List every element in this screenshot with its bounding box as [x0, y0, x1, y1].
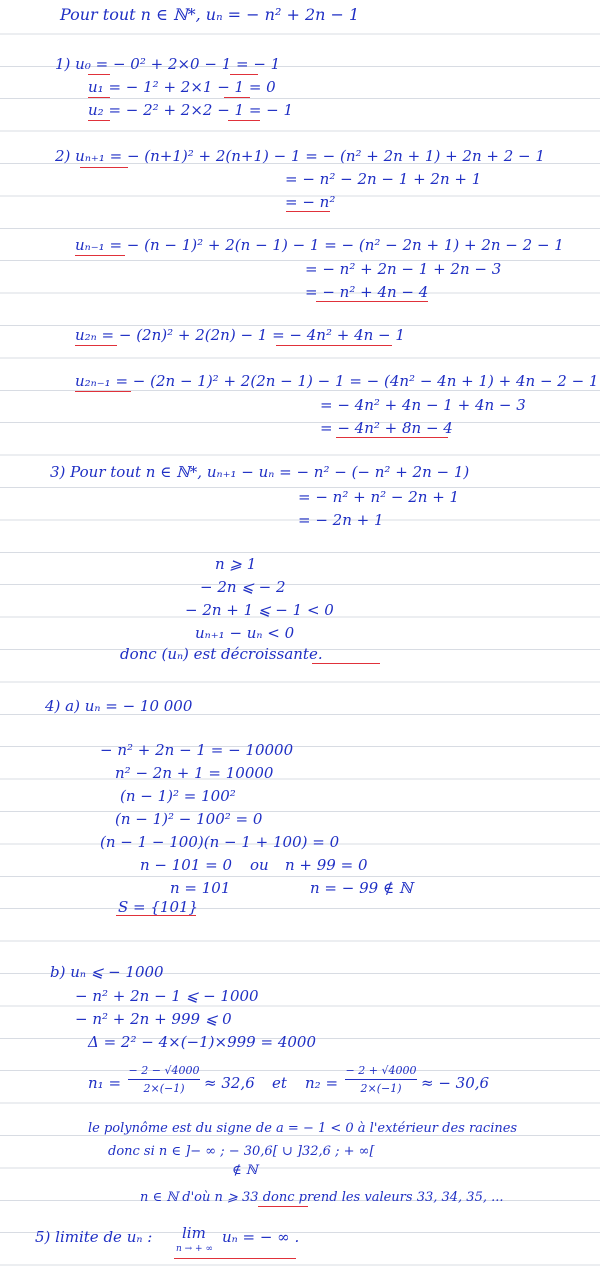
q4b-line2: − n² + 2n − 1 ⩽ − 1000	[75, 987, 259, 1005]
q3-line1: 3) Pour tout n ∈ ℕ*, uₙ₊₁ − uₙ = − n² − (− n² + 2n − 1)	[50, 463, 470, 481]
q4b-n1-denominator: 2×(−1)	[143, 1082, 185, 1095]
q3-conclusion: donc (uₙ) est décroissante.	[120, 645, 323, 663]
underline-unm1	[75, 255, 125, 256]
q4a-line3: n² − 2n + 1 = 10000	[115, 764, 274, 782]
underline-limit	[174, 1258, 296, 1259]
underline-u2nm1-result	[336, 437, 448, 438]
underline-n-geq-33	[258, 1206, 308, 1207]
q4a-line7c: n + 99 = 0	[285, 856, 368, 874]
underline-u1-result	[224, 97, 250, 98]
underline-u0-result	[230, 74, 258, 75]
underline-decroissante	[312, 663, 380, 664]
q4b-line1: b) uₙ ⩽ − 1000	[50, 963, 164, 981]
q4a-line4: (n − 1)² = 100²	[120, 787, 236, 805]
underline-u2nm1	[75, 391, 131, 392]
underline-unm1-result	[316, 301, 428, 302]
q4b-n2-value: ≈ − 30,6	[421, 1074, 490, 1092]
q4b-sign-sentence: le polynôme est du signe de a = − 1 < 0 à l'extérieur des racines	[88, 1121, 518, 1136]
q3-line2: = − n² + n² − 2n + 1	[298, 488, 460, 506]
q4a-line6: (n − 1 − 100)(n − 1 + 100) = 0	[100, 833, 340, 851]
q4b-n1-value: ≈ 32,6	[204, 1074, 255, 1092]
q3-line4: n ⩾ 1	[215, 555, 257, 573]
q2-u2nm1-line2: = − 4n² + 4n − 1 + 4n − 3	[320, 396, 526, 414]
q4b-n2-fraction-bar	[345, 1079, 417, 1080]
q2-unm1-line2: = − n² + 2n − 1 + 2n − 3	[305, 260, 502, 278]
underline-u2n	[75, 345, 117, 346]
q3-line5: − 2n ⩽ − 2	[200, 578, 286, 596]
q2-u2nm1-line1: u₂ₙ₋₁ = − (2n − 1)² + 2(2n − 1) − 1 = − (4n² − 4n + 1) + 4n − 2 − 1	[75, 372, 599, 390]
q3-line3: = − 2n + 1	[298, 511, 384, 529]
q4b-interval: donc si n ∈ ]− ∞ ; − 30,6[ ∪ ]32,6 ; + ∞[	[108, 1144, 375, 1159]
q2-unm1-line1: uₙ₋₁ = − (n − 1)² + 2(n − 1) − 1 = − (n² − 2n + 1) + 2n − 2 − 1	[75, 236, 564, 254]
intro-line: Pour tout n ∈ ℕ*, uₙ = − n² + 2n − 1	[60, 5, 360, 24]
q4a-line7a: n − 101 = 0	[140, 856, 233, 874]
q2-un1-line1: 2) uₙ₊₁ = − (n+1)² + 2(n+1) − 1 = − (n² + 2n + 1) + 2n + 2 − 1	[55, 147, 545, 165]
q4a-line7b: ou	[250, 856, 269, 874]
q1-u1: u₁ = − 1² + 2×1 − 1 = 0	[88, 78, 276, 96]
q5-lim-subscript: n → + ∞	[176, 1244, 213, 1254]
q1-u0: 1) u₀ = − 0² + 2×0 − 1 = − 1	[55, 55, 281, 73]
q2-un1-line2: = − n² − 2n − 1 + 2n + 1	[285, 170, 482, 188]
q4b-n2-denominator: 2×(−1)	[360, 1082, 402, 1095]
q4a-line1: 4) a) uₙ = − 10 000	[45, 697, 193, 715]
q4a-solution: S = {101}	[118, 898, 199, 916]
q5-result: uₙ = − ∞ .	[222, 1228, 300, 1246]
q4b-n1-fraction-bar	[128, 1079, 200, 1080]
underline-u1-label	[88, 97, 110, 98]
q3-line6: − 2n + 1 ⩽ − 1 < 0	[185, 601, 334, 619]
underline-u2n-result	[276, 345, 392, 346]
q4a-line2: − n² + 2n − 1 = − 10000	[100, 741, 294, 759]
q4b-n1-numerator: − 2 − √4000	[128, 1064, 200, 1077]
q4b-line3: − n² + 2n + 999 ⩽ 0	[75, 1010, 232, 1028]
q4b-not-in-n: ∉ ℕ	[232, 1163, 258, 1178]
underline-u2-result	[228, 120, 260, 121]
underline-u2-label	[88, 120, 110, 121]
q2-un1-line3: = − n²	[285, 193, 336, 211]
underline-un1	[80, 167, 128, 168]
q2-u2nm1-line3: = − 4n² + 8n − 4	[320, 419, 453, 437]
q2-unm1-line3: = − n² + 4n − 4	[305, 283, 429, 301]
underline-u0-label	[88, 74, 110, 75]
q4b-et: et	[272, 1074, 287, 1092]
q4b-n2-label: n₂ =	[305, 1074, 339, 1092]
q2-u2n: u₂ₙ = − (2n)² + 2(2n) − 1 = − 4n² + 4n − 1	[75, 326, 405, 344]
q1-u2: u₂ = − 2² + 2×2 − 1 = − 1	[88, 101, 294, 119]
q4a-line8b: n = − 99 ∉ ℕ	[310, 879, 413, 897]
q5-lim: lim	[182, 1224, 206, 1242]
q5-label: 5) limite de uₙ :	[35, 1228, 153, 1246]
q3-line7: uₙ₊₁ − uₙ < 0	[195, 624, 295, 642]
q4b-n2-numerator: − 2 + √4000	[345, 1064, 417, 1077]
underline-solution	[116, 915, 196, 916]
q4a-line5: (n − 1)² − 100² = 0	[115, 810, 263, 828]
q4b-n1-label: n₁ =	[88, 1074, 122, 1092]
q4b-line4: Δ = 2² − 4×(−1)×999 = 4000	[88, 1033, 317, 1051]
q4a-line8a: n = 101	[170, 879, 231, 897]
q4b-conclusion: n ∈ ℕ d'où n ⩾ 33 donc prend les valeurs 33, 34, 35, ...	[140, 1190, 504, 1205]
underline-un1-result	[286, 211, 330, 212]
